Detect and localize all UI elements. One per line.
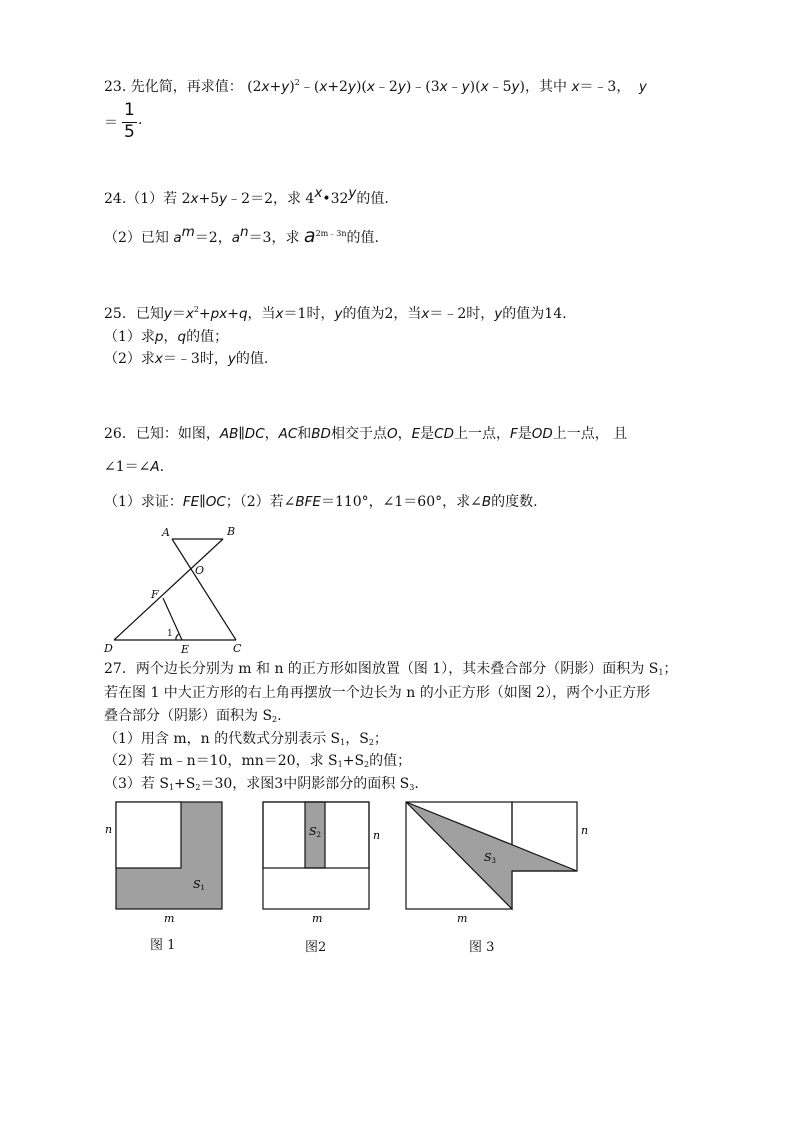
label-f: F — [151, 588, 159, 601]
fig2-caption: 图2 — [305, 940, 327, 955]
label-b: B — [227, 525, 236, 538]
figure-1 — [105, 802, 222, 925]
q24-part1: 24.（1）若 2x+5y﹣2＝2，求 4$^x$•32$^y$的值. — [104, 185, 389, 207]
figure-3 — [406, 802, 588, 925]
fig3-caption: 图 3 — [469, 940, 495, 955]
label-c: C — [233, 642, 242, 655]
q25-line3: （2）求x＝﹣3时，y的值. — [104, 351, 269, 367]
q27-line1: 27．两个边长分别为 m 和 n 的正方形如图放置（图 1），其未叠合部分（阴影）面积为 $S_1$； — [104, 661, 678, 677]
label-angle-1: 1 — [167, 629, 173, 639]
fig2-label-s2: S2 — [309, 825, 322, 839]
fig3-label-n: n — [581, 824, 589, 837]
q23-line: 23. 先化简，再求值： $(2x+y)^2﹣(x+2y)(x﹣2y)﹣(3x﹣y)(x﹣5y)$，其中 x＝﹣3， y — [104, 78, 647, 95]
q23-expression: $(2x+y)^2﹣(x+2y)(x﹣2y)﹣(3x﹣y)(x﹣5y)$ — [247, 78, 525, 95]
segment-ac — [172, 539, 236, 640]
figure-26-diagram — [96, 522, 266, 657]
q24-part2: （2）已知 $a^m=2$，$a^n=3$，求 $a^{2m﹣3n}$的值. — [104, 224, 379, 247]
angle-1-arc — [176, 634, 179, 640]
q27-line5: （2）若 m﹣n＝10，mn＝20，求 $S_1+S_2$的值； — [104, 753, 412, 769]
q27-line2: 若在图 1 中大正方形的右上角再摆放一个边长为 n 的小正方形（如图 2），两个小正方形 — [104, 685, 651, 701]
segment-bd — [114, 539, 223, 640]
fig2-label-n: n — [373, 829, 381, 842]
fig1-caption: 图 1 — [150, 938, 176, 953]
q25-line1: 25．已知$y=x^2+px+q$，当x＝1时，y的值为2，当x＝﹣2时，y的值为14. — [104, 305, 567, 322]
label-e: E — [181, 643, 190, 656]
fig1-label-m: m — [164, 912, 175, 925]
q25-line2: （1）求p，q的值； — [104, 329, 229, 345]
fig1-label-s1: S1 — [193, 878, 206, 892]
label-o: O — [195, 564, 205, 577]
fig1-label-n: n — [105, 823, 113, 836]
figures-27 — [100, 798, 600, 933]
q26-line1: 26．已知：如图，AB∥DC，AC和BD相交于点O，E是CD上一点，F是OD上一点， 且 — [104, 426, 628, 442]
figure-2 — [263, 802, 380, 925]
label-d: D — [104, 642, 113, 655]
q23-number: 23. — [104, 79, 127, 95]
label-a: A — [162, 526, 170, 539]
q27-line6: （3）若 $S_1+S_2=30$，求图3中阴影部分的面积 $S_3$. — [104, 776, 419, 792]
fig2-label-m: m — [312, 912, 323, 925]
q23-lead: 先化简，再求值： — [130, 79, 243, 95]
q27-line3: 叠合部分（阴影）面积为 $S_2$. — [104, 708, 282, 724]
fig1-small-square — [116, 802, 181, 868]
q27-line4: （1）用含 m，n 的代数式分别表示 $S_1$，$S_2$； — [104, 731, 388, 747]
fig3-label-s3: S3 — [484, 851, 497, 865]
fig3-label-m: m — [457, 912, 468, 925]
q26-line2: ∠1＝∠A. — [104, 459, 165, 475]
q26-line3: （1）求证：FE∥OC；（2）若∠BFE＝110°，∠1＝60°，求∠B的度数. — [104, 494, 538, 510]
